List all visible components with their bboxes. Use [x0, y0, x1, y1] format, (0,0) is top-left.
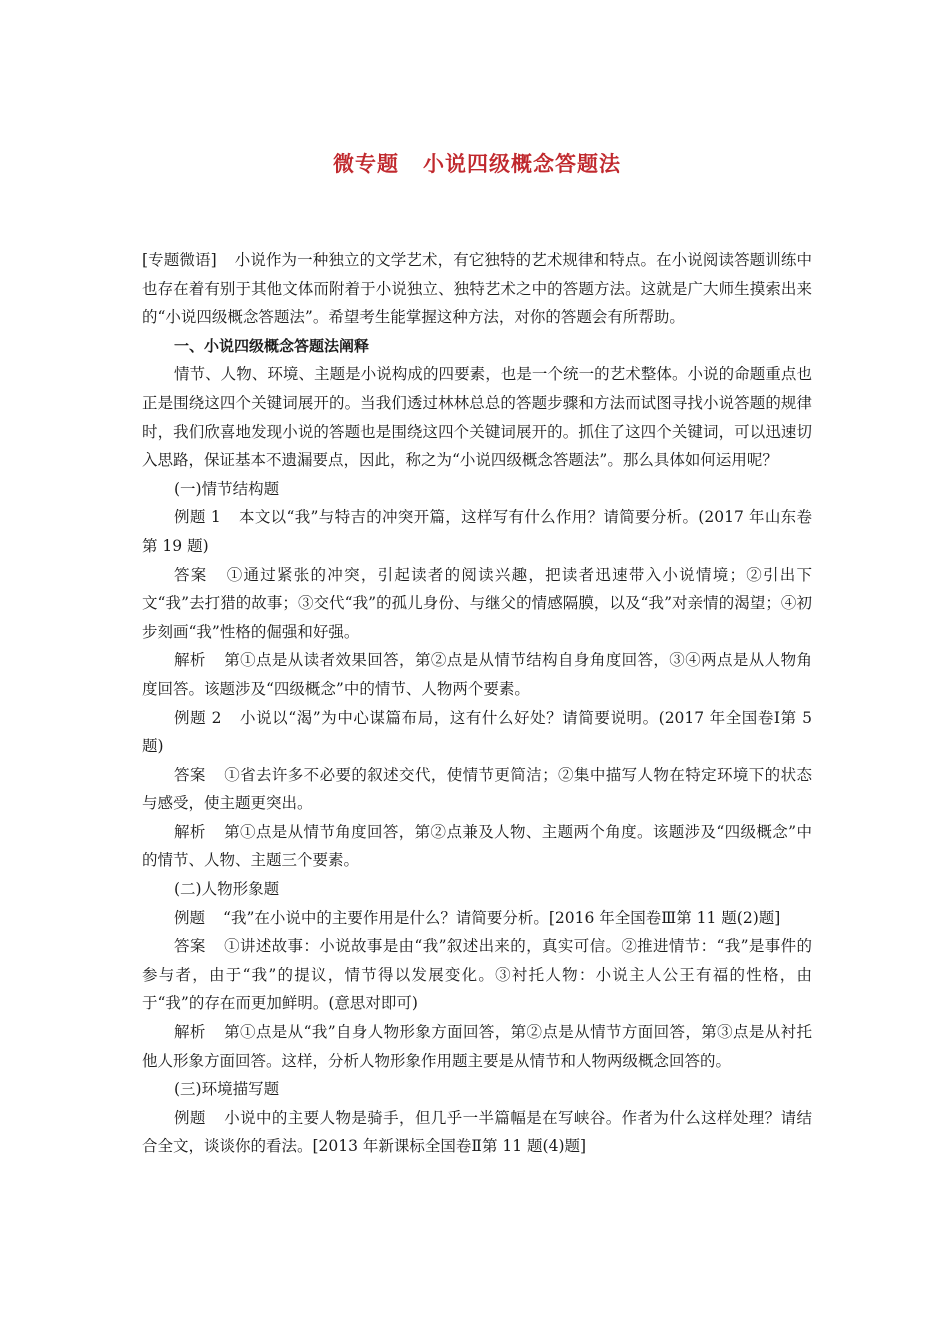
analysis-label: 解析: [174, 822, 206, 841]
sub1-analysis-2: [142, 818, 812, 875]
title-part2: 小说四级概念答题法: [423, 152, 621, 176]
sub1-example-1: [142, 503, 812, 560]
answer-text: ①通过紧张的冲突，引起读者的阅读兴趣，把读者迅速带入小说情境；②引出下文“我”去打猎的故事；③交代“我”的孤儿身份、与继父的情感隔膜，以及“我”对亲情的渴望；④初步刻画“我”性格的倔强和好强。: [142, 565, 812, 641]
analysis-text: 第①点是从“我”自身人物形象方面回答，第②点是从情节方面回答，第③点是从衬托他人形象方面回答。这样，分析人物形象作用题主要是从情节和人物两级概念回答的。: [142, 1023, 812, 1070]
example-text: 本文以“我”与特吉的冲突开篇，这样写有什么作用？请简要分析。(2017 年山东卷第 19 题): [142, 508, 812, 555]
sub2-example: [142, 904, 812, 933]
example-text: 小说中的主要人物是骑手，但几乎一半篇幅是在写峡谷。作者为什么这样处理？请结合全文，谈谈你的看法。[2013 年新课标全国卷Ⅱ第 11 题(4)题]: [142, 1108, 812, 1156]
page-title: [142, 146, 812, 182]
title-part1: 微专题: [333, 152, 399, 176]
analysis-label: 解析: [174, 651, 206, 670]
example-text: “我”在小说中的主要作用是什么？请简要分析。[2016 年全国卷Ⅲ第 11 题(2)题]: [223, 908, 781, 927]
document-page: [142, 146, 812, 1161]
example-label: 例题 2: [174, 708, 222, 727]
example-label: 例题 1: [174, 508, 221, 527]
example-text: 小说以“渴”为中心谋篇布局，这有什么好处？请简要说明。(2017 年全国卷Ⅰ第 5 题): [142, 708, 812, 756]
analysis-text: 第①点是从读者效果回答，第②点是从情节结构自身角度回答，③④两点是从人物角度回答。该题涉及“四级概念”中的情节、人物两个要素。: [142, 651, 812, 698]
sub1-answer-2: [142, 761, 812, 818]
sub1-example-2: [142, 704, 812, 761]
sub1-answer-1: [142, 561, 812, 647]
answer-label: 答案: [174, 765, 206, 784]
intro-text: 小说作为一种独立的文学艺术，有它独特的艺术规律和特点。在小说阅读答题训练中也存在着有别于其他文体而附着于小说独立、独特艺术之中的答题方法。这就是广大师生摸索出来的“小说四级概念答题法”。希望考生能掌握这种方法，对你的答题会有所帮助。: [142, 251, 812, 327]
sub3-example: [142, 1104, 812, 1161]
sub2-analysis: [142, 1018, 812, 1075]
section1-text: 情节、人物、环境、主题是小说构成的四要素，也是一个统一的艺术整体。小说的命题重点也正是围绕这四个关键词展开的。当我们透过林林总总的答题步骤和方法而试图寻找小说答题的规律时，我们欣喜地发现小说的答题也是围绕这四个关键词展开的。抓住了这四个关键词，可以迅速切入思路，保证基本不遗漏要点，因此，称之为“小说四级概念答题法”。那么具体如何运用呢？: [142, 365, 812, 470]
sub1-heading: (一)情节结构题: [174, 479, 280, 498]
analysis-label: 解析: [174, 1023, 206, 1042]
sub3-heading: (三)环境描写题: [174, 1080, 280, 1099]
answer-label: 答案: [174, 565, 208, 584]
intro-tag: [专题微语]: [142, 251, 217, 269]
sub2-answer: [142, 932, 812, 1018]
analysis-text: 第①点是从情节角度回答，第②点兼及人物、主题两个角度。该题涉及“四级概念”中的情节、人物、主题三个要素。: [142, 822, 812, 870]
answer-text: ①讲述故事：小说故事是由“我”叙述出来的，真实可信。②推进情节：“我”是事件的参与者，由于“我”的提议，情节得以发展变化。③衬托人物：小说主人公王有福的性格，由于“我”的存在而更加鲜明。(意思对即可): [142, 937, 812, 1013]
sub2-heading: (二)人物形象题: [174, 880, 280, 899]
answer-text: ①省去许多不必要的叙述交代，使情节更简洁；②集中描写人物在特定环境下的状态与感受，使主题更突出。: [142, 765, 812, 813]
example-label: 例题: [174, 1108, 206, 1127]
example-label: 例题: [174, 908, 206, 927]
intro-paragraph: [142, 246, 812, 332]
answer-label: 答案: [174, 937, 206, 956]
section1-heading: 一、小说四级概念答题法阐释: [174, 336, 370, 355]
sub1-analysis-1: [142, 646, 812, 703]
